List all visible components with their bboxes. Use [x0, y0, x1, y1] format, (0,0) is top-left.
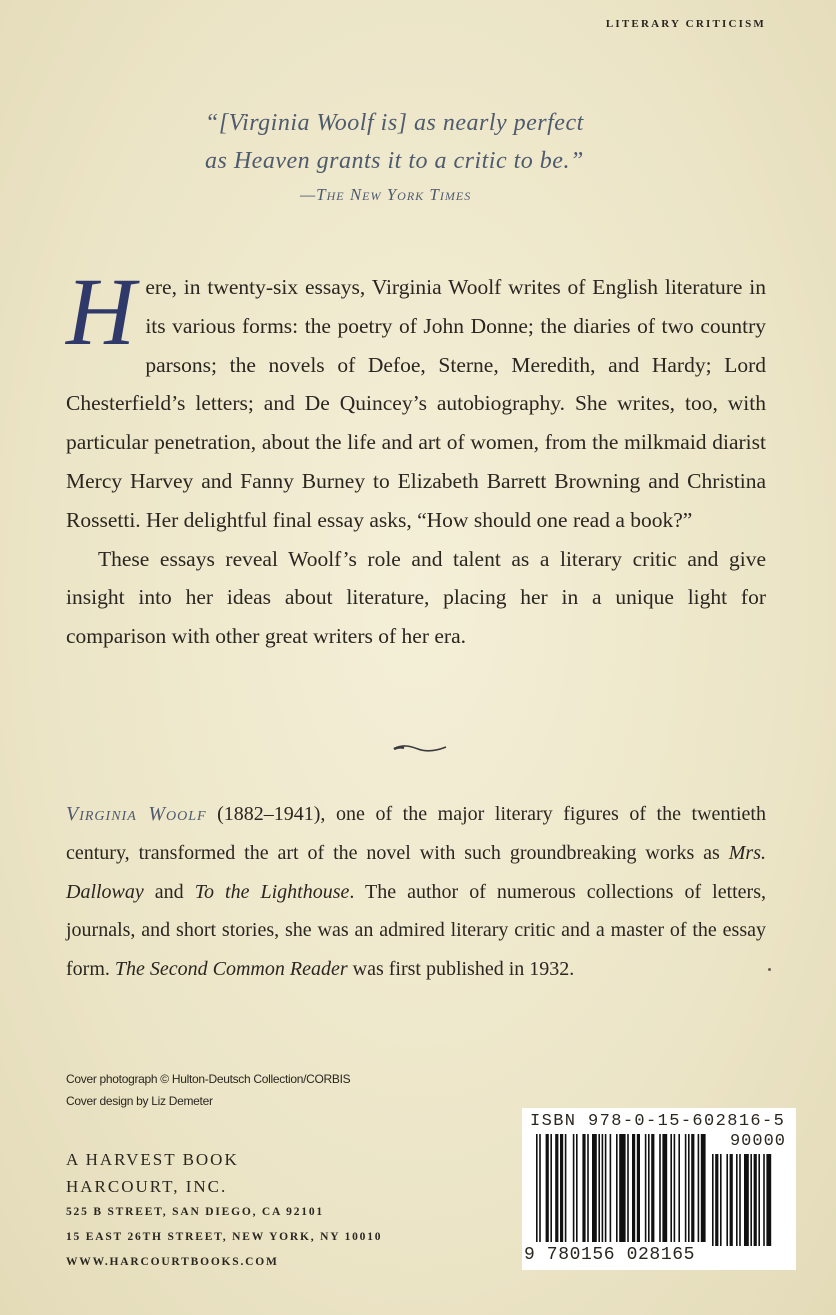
author-name: Virginia Woolf — [66, 803, 207, 825]
isbn-number: ISBN 978-0-15-602816-5 — [530, 1112, 786, 1131]
description-paragraph-1 — [66, 258, 766, 540]
photo-credit: Cover photograph © Hulton-Deutsch Collection/CORBIS — [66, 1072, 351, 1086]
paper-speck — [768, 968, 771, 971]
design-credit: Cover design by Liz Demeter — [66, 1094, 213, 1108]
work-title-lighthouse: To the Lighthouse — [194, 880, 350, 903]
publisher-website: WWW.HARCOURTBOOKS.COM — [66, 1256, 279, 1268]
price-barcode — [712, 1154, 788, 1250]
drop-cap: H — [66, 258, 136, 365]
bio-text-1: (1882–1941), one of the major literary figures of the twentieth century, transformed the art of the novel with such groundbreaking works as — [66, 803, 766, 864]
category-label: LITERARY CRITICISM — [605, 18, 766, 30]
address-san-diego: 525 B STREET, SAN DIEGO, CA 92101 — [66, 1206, 324, 1218]
ean-barcode — [536, 1134, 706, 1250]
imprint-name: A HARVEST BOOK — [66, 1150, 239, 1169]
bio-text-3: . The author of numerous collections of letters, journals, and short stories, she was an admired literary critic and a master of the essay form. — [66, 880, 766, 981]
work-title-common-reader: The Second Common Reader — [114, 958, 348, 981]
work-title-dalloway: Mrs. Dalloway — [66, 841, 766, 903]
publisher-name: HARCOURT, INC. — [66, 1177, 228, 1196]
book-description — [66, 258, 766, 656]
ean-digits: 9 780156 028165 — [524, 1245, 696, 1265]
description-paragraph-2: These essays reveal Woolf’s role and talent as a literary critic and give insight into her ideas about literature, placing her in a unique light for comparison with other great writers of her era. — [66, 546, 766, 649]
quote-line-2: as Heaven grants it to a critic to be.” — [205, 148, 584, 174]
address-new-york: 15 EAST 26TH STREET, NEW YORK, NY 10010 — [66, 1231, 383, 1243]
description-paragraph-1-text: ere, in twenty-six essays, Virginia Woolf writes of English literature in its various forms: the poetry of John Donne; the diaries of two country parsons; the novels of Defoe, Sterne, Meredith, and Hardy; Lord Chesterfield’s letters; and De Quincey’s autobiography. She writes, too, with particular penetration, about the life and art of women, from the milkmaid diarist Mercy Harvey and Fanny Burney to Elizabeth Barrett Browning and Christina Rossetti. Her delightful final essay asks, “How should one read a book?” — [66, 275, 766, 532]
review-quote — [150, 104, 670, 210]
flourish-ornament — [392, 738, 448, 758]
bio-text-2: and — [143, 880, 195, 903]
author-bio — [66, 795, 766, 989]
cover-credits — [66, 1068, 350, 1112]
quote-line-1: “[Virginia Woolf is] as nearly perfect — [205, 110, 584, 136]
publisher-info — [66, 1146, 382, 1275]
bio-text-4: was first published in 1932. — [347, 958, 575, 981]
barcode-panel — [522, 1108, 796, 1270]
quote-attribution: —The New York Times — [300, 185, 472, 204]
price-code: 90000 — [729, 1132, 786, 1151]
